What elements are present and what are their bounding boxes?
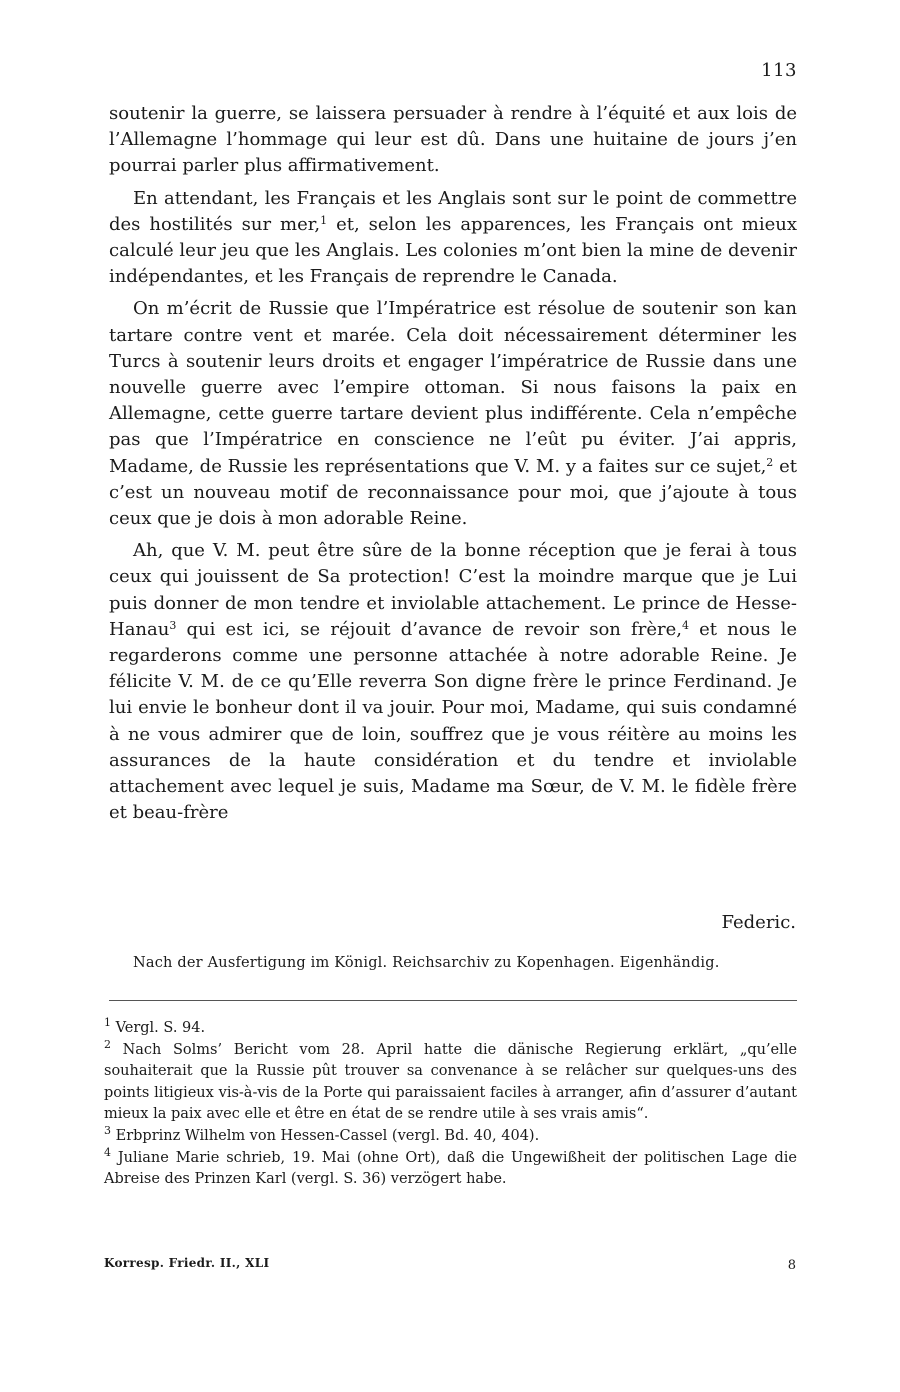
footer-signature-mark: 8 — [787, 1258, 796, 1273]
footnote-3 — [104, 1123, 797, 1148]
paragraph-4-text-after: et nous le regarderons comme une personne attachée à notre adorable Reine. Je félicite V. M. de ce qu’Elle reverra Son digne frère le prince Ferdinand. Je lui envie le bonheur dont il va jouir. Pour moi, Madame, qui suis condamné à ne vous admirer que de loin, souffrez que je vous réitère au moins les assurances de la haute considération et du tendre et inviolable attachement avec lequel je suis, Madame ma Sœur, de V. M. le fidèle frère et beau-frère — [109, 618, 797, 824]
footnote-divider — [109, 1000, 797, 1001]
paragraph-2-text-after: et, selon les apparences, les Français ont mieux calculé leur jeu que les Anglais. Les colonies m’ont bien la mine de devenir indépendantes, et les Français de reprendre le Canada. — [109, 213, 798, 288]
footnote-text: Vergl. S. 94. — [111, 1020, 206, 1036]
paragraph-4 — [109, 538, 797, 826]
source-note: Nach der Ausfertigung im Königl. Reichsarchiv zu Kopenhagen. Eigenhändig. — [133, 955, 720, 971]
footer-series-title: Korresp. Friedr. II., XLI — [104, 1256, 270, 1270]
footnote-ref-2[interactable]: 2 — [766, 455, 774, 469]
footnote-2 — [104, 1037, 797, 1126]
footnote-mark: 2 — [104, 1037, 111, 1051]
footnote-text: Juliane Marie schrieb, 19. Mai (ohne Ort), daß die Ungewißheit der politischen Lage die Abreise des Prinzen Karl (vergl. S. 36) verzögert habe. — [104, 1149, 797, 1188]
footnote-4 — [104, 1145, 797, 1191]
paragraph-3 — [109, 296, 797, 532]
footnote-mark: 1 — [104, 1016, 111, 1029]
footnote-mark: 4 — [104, 1145, 111, 1159]
signature: Federic. — [721, 912, 796, 933]
footnote-text: Nach Solms’ Bericht vom 28. April hatte die dänische Regierung erklärt, „qu’elle souhaiterait que la Russie pût trouver sa convenance à se relâcher sur quelques-uns des points litigieux vis-à-vis de la Porte qui paraissaient faciles à arranger, afin d’assurer d’autant mieux la paix avec elle et être en état de se rendre utile à ses vrais amis“. — [104, 1041, 797, 1123]
paragraph-1-text: soutenir la guerre, se laissera persuader à rendre à l’équité et aux lois de l’Allemagne l’hommage qui leur est dû. Dans une huitaine de jours j’en pourrai parler plus affirmativement. — [109, 103, 797, 177]
footnote-ref-3[interactable]: 3 — [169, 618, 177, 632]
footnote-ref-4[interactable]: 4 — [681, 618, 689, 632]
paragraph-3-text-after: et c’est un nouveau motif de reconnaissance pour moi, que j’ajoute à tous ceux que je dois à mon adorable Reine. — [109, 455, 797, 530]
paragraph-1 — [109, 101, 797, 180]
letter-body — [109, 101, 797, 826]
footnote-1 — [104, 1018, 797, 1040]
page-number: 113 — [761, 60, 797, 81]
paragraph-4-text-mid: qui est ici, se réjouit d’avance de revoir son frère, — [176, 618, 682, 640]
footnote-ref-1[interactable]: 1 — [320, 213, 328, 227]
paragraph-3-text-before: On m’écrit de Russie que l’Impératrice est résolue de soutenir son kan tartare contre vent et marée. Cela doit nécessairement déterminer les Turcs à soutenir leurs droits et engager l’impératrice de Russie dans une nouvelle guerre avec l’empire ottoman. Si nous faisons la paix en Allemagne, cette guerre tartare devient plus indifférente. Cela n’empêche pas que l’Impératrice en conscience ne l’eût pu éviter. J’ai appris, Madame, de Russie les représentations que V. M. y a faites sur ce sujet, — [109, 298, 797, 477]
footnotes — [104, 1018, 797, 1191]
footnote-text: Erbprinz Wilhelm von Hessen-Cassel (vergl. Bd. 40, 404). — [111, 1127, 540, 1144]
footnote-mark: 3 — [104, 1123, 111, 1137]
paragraph-2-text-before: En attendant, les Français et les Anglais sont sur le point de commettre des hostilités sur mer, — [109, 187, 797, 235]
paragraph-2 — [109, 186, 797, 291]
paragraph-4-text-before: Ah, que V. M. peut être sûre de la bonne réception que je ferai à tous ceux qui jouissent de Sa protection! C’est la moindre marque que je Lui puis donner de mon tendre et inviolable attachement. Le prince de Hesse-Hanau — [109, 540, 797, 640]
